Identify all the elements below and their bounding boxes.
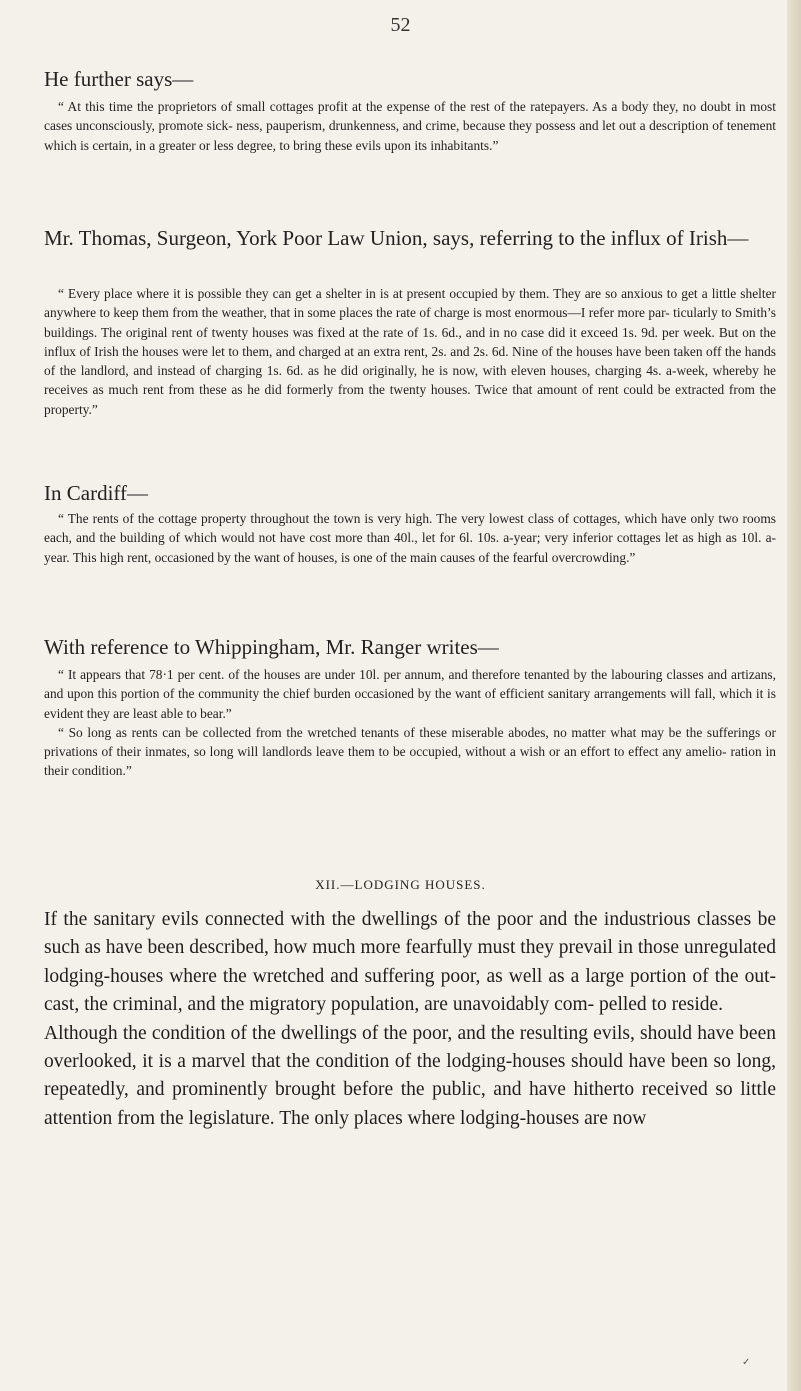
page-edge xyxy=(787,0,801,1391)
quote-text: “ The rents of the cottage property throughout the town is very high. The very lowest class of cottages, which have only two rooms each, and the building of which would not have cost more than 40l., let for 6l. 10s. a-year; very inferior cottages let as high as 10l. a-year. This high rent, occasioned by the want of houses, is one of the main causes of the fearful overcrowding.” xyxy=(44,511,776,565)
body-text xyxy=(44,906,776,1133)
quote-whippingham xyxy=(44,665,776,781)
paragraph: If the sanitary evils connected with the dwellings of the poor and the industrious classes be such as have been described, how much more fearfully must they prevail in those unregulated lodging-houses where the wretched and suffering poor, as well as a large portion of the out- cast, the criminal, and the migratory population, are unavoidably com- pelled to reside. xyxy=(44,909,776,1016)
quote-small-cottages xyxy=(44,97,776,155)
page-number: 52 xyxy=(390,14,411,36)
quote-text: “ At this time the proprietors of small cottages profit at the expense of the rest of the ratepayers. As a body they, no doubt in most cases unconsciously, promote sick- ness, pauperism, drunkenness, and crime, because they possess and let out a description of tenement which is certain, in a greater or less degree, to bring these evils upon its inhabitants.” xyxy=(44,99,776,153)
quote-text: “ So long as rents can be collected from the wretched tenants of these miserable abodes, no matter what may be the sufferings or privations of their inmates, so long will landlords leave them to be occupied, without a wish or an effort to effect any amelio- ration in their condition.” xyxy=(44,724,776,779)
heading-he-further-says: He further says— xyxy=(44,67,194,91)
section-title: XII.—LODGING HOUSES. xyxy=(315,877,486,892)
catchmark: ✓ xyxy=(742,1357,751,1368)
heading-cardiff: In Cardiff— xyxy=(44,481,149,505)
heading-mr-thomas: Mr. Thomas, Surgeon, York Poor Law Union, says, referring to the influx of Irish— xyxy=(44,226,749,250)
quote-cardiff-rents xyxy=(44,509,776,567)
heading-whippingham: With reference to Whippingham, Mr. Ranger writes— xyxy=(44,635,499,659)
quote-irish-influx xyxy=(44,284,776,419)
paragraph: Although the condition of the dwellings of the poor, and the resulting evils, should have been overlooked, it is a marvel that the condition of the lodging-houses should have been so long, repeatedly, and prominently brought before the public, and have hitherto received so little attention from the legislature. The only places where lodging-houses are now xyxy=(44,1022,776,1129)
quote-text: “ Every place where it is possible they can get a shelter in is at present occupied by them. They are so anxious to get a little shelter anywhere to keep them from the weather, that in some places the rate of charge is most enormous—I refer more par- ticularly to Smith’s buildings. The original rent of twenty houses was fixed at the rate of 1s. 6d., and in no case did it exceed 1s. 9d. per week. But on the influx of Irish the houses were let to them, and charged at an extra rent, 2s. and 2s. 6d. Nine of the houses have been taken off the hands of the landlord, and instead of charging 1s. 6d. as he did originally, he is now, with eleven houses, charging 4s. a-week, whereby he receives as much rent from these as he did formerly from the twenty houses. Twice that amount of rent could be extracted from the property.” xyxy=(44,286,776,417)
quote-text: “ It appears that 78·1 per cent. of the houses are under 10l. per annum, and therefore tenanted by the labouring classes and artizans, and upon this portion of the community the chief burden occasioned by the want of efficient sanitary arrangements will fall, which it is evident they are least able to bear.” xyxy=(44,667,776,721)
